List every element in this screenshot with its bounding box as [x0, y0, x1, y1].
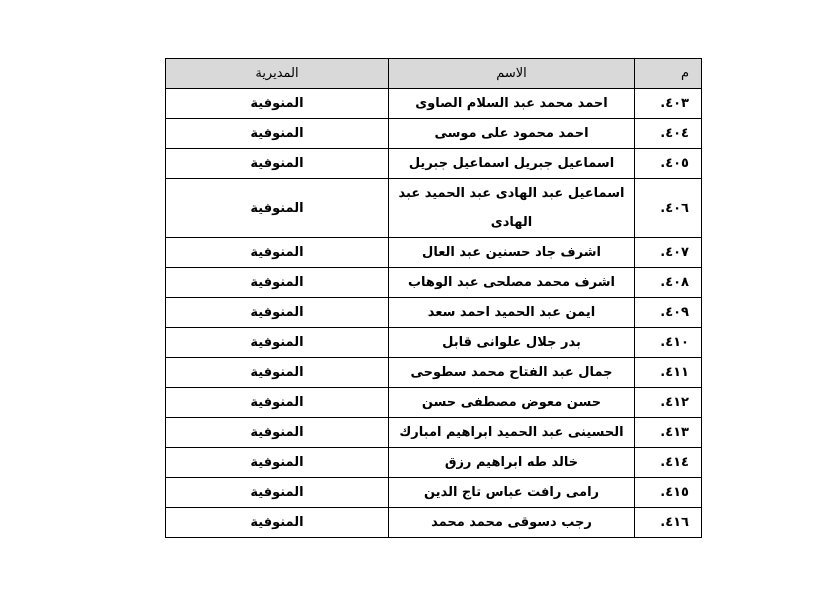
row-name: ايمن عبد الحميد احمد سعد — [389, 298, 635, 328]
row-number: ٤٠٥. — [635, 149, 702, 179]
row-name: احمد محمد عبد السلام الصاوى — [389, 89, 635, 119]
header-directorate: المديرية — [166, 59, 389, 89]
table-row — [166, 478, 702, 508]
header-name: الاسم — [389, 59, 635, 89]
row-directorate: المنوفية — [166, 358, 389, 388]
row-number: ٤١٦. — [635, 508, 702, 538]
row-name: جمال عبد الفتاح محمد سطوحى — [389, 358, 635, 388]
row-directorate: المنوفية — [166, 238, 389, 268]
row-number: ٤٠٧. — [635, 238, 702, 268]
row-name: رامى رافت عباس تاج الدين — [389, 478, 635, 508]
row-directorate: المنوفية — [166, 149, 389, 179]
row-number: ٤١٥. — [635, 478, 702, 508]
row-directorate: المنوفية — [166, 418, 389, 448]
row-number: ٤١٠. — [635, 328, 702, 358]
table-row — [166, 448, 702, 478]
names-table — [165, 58, 702, 538]
row-number: ٤١٣. — [635, 418, 702, 448]
row-number: ٤٠٩. — [635, 298, 702, 328]
row-directorate: المنوفية — [166, 478, 389, 508]
header-number: م — [635, 59, 702, 89]
row-name: حسن معوض مصطفى حسن — [389, 388, 635, 418]
row-name: اشرف جاد حسنين عبد العال — [389, 238, 635, 268]
row-name: اسماعيل عبد الهادى عبد الحميد عبد الهادى — [389, 179, 635, 238]
row-name: بدر جلال علوانى قابل — [389, 328, 635, 358]
row-name: خالد طه ابراهيم رزق — [389, 448, 635, 478]
row-directorate: المنوفية — [166, 89, 389, 119]
row-number: ٤٠٤. — [635, 119, 702, 149]
row-directorate: المنوفية — [166, 298, 389, 328]
row-name: اشرف محمد مصلحى عبد الوهاب — [389, 268, 635, 298]
table-row — [166, 89, 702, 119]
table-row — [166, 238, 702, 268]
row-directorate: المنوفية — [166, 388, 389, 418]
row-name: الحسينى عبد الحميد ابراهيم امبارك — [389, 418, 635, 448]
row-directorate: المنوفية — [166, 448, 389, 478]
row-directorate: المنوفية — [166, 268, 389, 298]
row-number: ٤٠٦. — [635, 179, 702, 238]
row-directorate: المنوفية — [166, 179, 389, 238]
row-name: رجب دسوقى محمد محمد — [389, 508, 635, 538]
table-header-row — [166, 59, 702, 89]
row-directorate: المنوفية — [166, 328, 389, 358]
table-row — [166, 328, 702, 358]
row-number: ٤١٤. — [635, 448, 702, 478]
table-row — [166, 388, 702, 418]
table-row — [166, 358, 702, 388]
row-number: ٤١٢. — [635, 388, 702, 418]
table-row — [166, 268, 702, 298]
row-number: ٤٠٣. — [635, 89, 702, 119]
row-name: اسماعيل جبريل اسماعيل جبريل — [389, 149, 635, 179]
table-row — [166, 418, 702, 448]
row-number: ٤٠٨. — [635, 268, 702, 298]
row-directorate: المنوفية — [166, 119, 389, 149]
table-row — [166, 179, 702, 238]
row-directorate: المنوفية — [166, 508, 389, 538]
table-row — [166, 508, 702, 538]
row-number: ٤١١. — [635, 358, 702, 388]
table-row — [166, 298, 702, 328]
table-row — [166, 149, 702, 179]
row-name: احمد محمود على موسى — [389, 119, 635, 149]
table-row — [166, 119, 702, 149]
